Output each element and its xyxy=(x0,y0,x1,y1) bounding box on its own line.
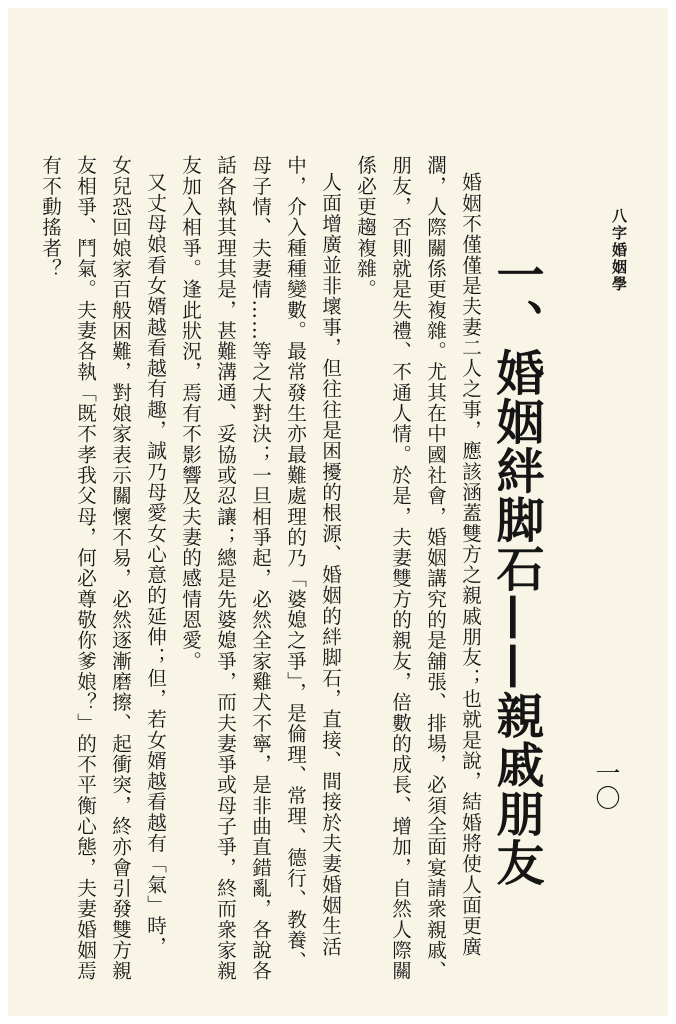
paragraph-2-line-3: 母子情、夫妻情……等之大對決；一旦相爭起，必然全家雞犬不寧，是非曲直錯亂，各說各 xyxy=(248,155,272,981)
paragraph-2-line-2: 中，介入種種變數。最常發生亦最難處理的乃「婆媳之爭」，是倫理、常理、德行、教養、 xyxy=(283,155,307,972)
book-page xyxy=(8,8,668,1016)
paragraph-1-line-4: 係必更趨複雜。 xyxy=(353,155,377,300)
paragraph-3-line-3: 友相爭、鬥氣。夫妻各執「既不孝我父母，何必尊敬你爹娘？」的不平衡心態，夫妻婚姻焉 xyxy=(73,155,97,981)
section-title: 一、婚姻絆脚石——親戚朋友 xyxy=(488,250,544,887)
paragraph-1-line-1: 婚姻不僅僅是夫妻二人之事，應該涵蓋雙方之親戚朋友；也就是說，結婚將使人面更廣 xyxy=(458,172,482,957)
paragraph-1-line-2: 濶，人際關係更複雜。尤其在中國社會，婚姻講究的是舖張、排場，必須全面宴請衆親戚、 xyxy=(423,155,447,981)
paragraph-2-line-5: 友加入相爭。逢此狀況，焉有不影響及夫妻的感情恩愛。 xyxy=(178,155,202,672)
paragraph-3-line-4: 有不動搖者？ xyxy=(38,155,62,279)
paragraph-2-line-1: 人面增廣並非壞事，但往往是困擾的根源、婚姻的絆脚石，直接、間接於夫妻婚姻生活 xyxy=(318,172,342,957)
paragraph-2-line-4: 話各執其理其是，甚難溝通、妥協或忍讓；總是先婆媳爭，而夫妻爭或母子爭，終而衆家親 xyxy=(213,155,237,981)
running-header: 八字婚姻學 xyxy=(610,208,628,293)
paragraph-3-line-2: 女兒恐回娘家百般困難，對娘家表示關懷不易，必然逐漸磨擦、起衝突，終亦會引發雙方親 xyxy=(108,155,132,981)
paragraph-3-line-1: 又丈母娘看女婿越看越有趣，誠乃母愛女心意的延伸；但，若女婿越看越有「氣」時， xyxy=(143,172,167,957)
page-number: 一〇 xyxy=(592,760,621,810)
paragraph-1-line-3: 朋友，否則就是失禮、不通人情。於是，夫妻雙方的親友，倍數的成長、增加，自然人際關 xyxy=(388,155,412,981)
